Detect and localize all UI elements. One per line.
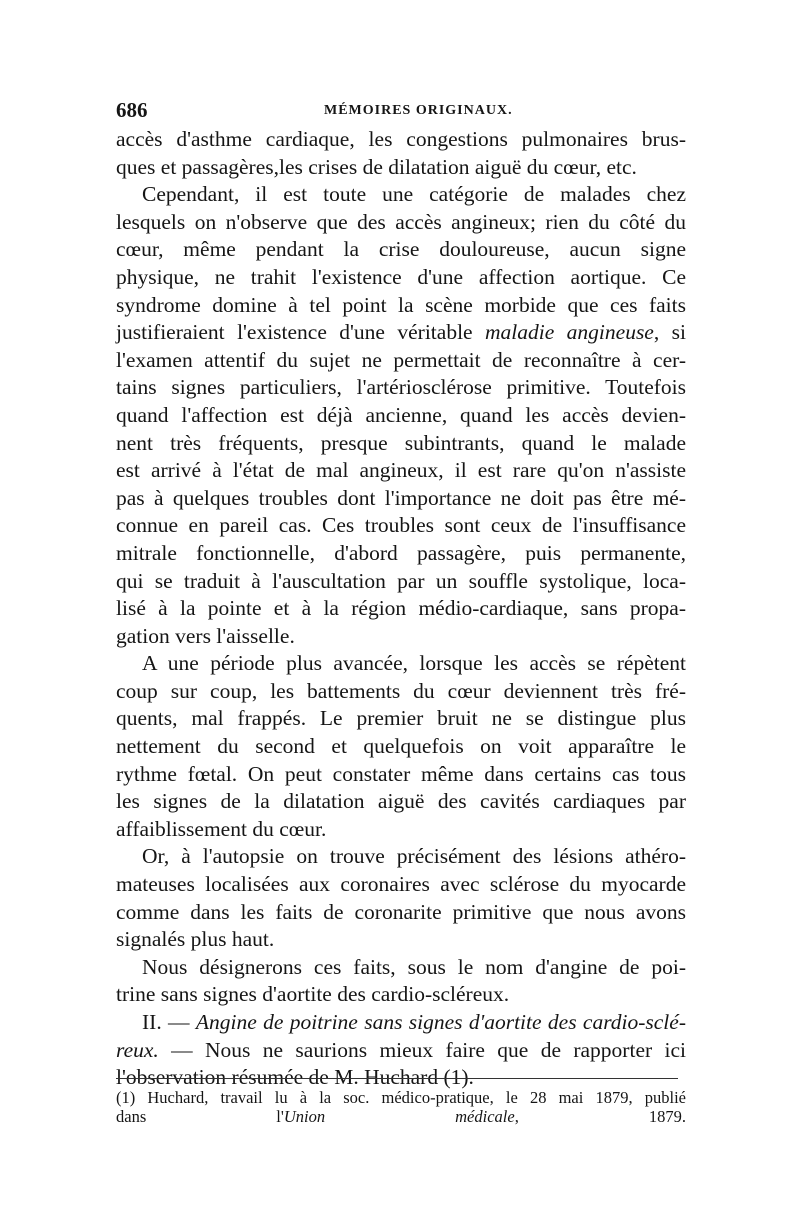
text-line: lisé à la pointe et à la région médio-cardiaque, sans propa- (116, 596, 686, 621)
text-line: A une période plus avancée, lorsque les accès se répètent (142, 651, 686, 676)
page-header (116, 98, 686, 128)
paragraph-2 (116, 181, 686, 650)
text-segment: , 1879. (514, 1107, 686, 1126)
paragraph-6 (116, 1009, 686, 1092)
text-line: comme dans les faits de coronarite primitive que nous avons (116, 899, 686, 924)
paragraph-1 (116, 126, 686, 181)
text-line: mitrale fonctionnelle, d'abord passagère, puis permanente, (116, 540, 686, 565)
text-line: Nous désignerons ces faits, sous le nom d'angine de poi- (142, 954, 686, 979)
text-line: physique, ne trahit l'existence d'une affection aortique. Ce (116, 264, 686, 289)
text-line: gation vers l'aisselle. (116, 623, 295, 648)
text-line: Cependant, il est toute une catégorie de malades chez (142, 182, 686, 207)
text-line: l'observation résumée de M. Huchard (1). (116, 1065, 474, 1090)
text-line: accès d'asthme cardiaque, les congestions pulmonaires brus- (116, 127, 686, 151)
text-line: affaiblissement du cœur. (116, 816, 327, 841)
section-title: reux. (116, 1037, 159, 1062)
text-line: connue en pareil cas. Ces troubles sont ceux de l'insuffisance (116, 513, 686, 538)
text-line: rythme fœtal. On peut constater même dans certains cas tous (116, 761, 686, 786)
text-segment: — Nous ne saurions mieux faire que de rapporter ici (158, 1037, 686, 1062)
text-line: mateuses localisées aux coronaires avec sclérose du myocarde (116, 872, 686, 897)
journal-title: Union médicale (283, 1107, 515, 1126)
footnote-rule (116, 1078, 678, 1079)
section-numeral: II. — (142, 1010, 196, 1034)
italic-term: maladie angineuse (485, 320, 654, 345)
text-line: coup sur coup, les battements du cœur deviennent très fré- (116, 678, 686, 703)
running-head: MÉMOIRES ORIGINAUX. (324, 103, 513, 118)
text-line (116, 1009, 686, 1037)
text-line: nent très fréquents, presque subintrants, quand le malade (116, 430, 686, 455)
text-line: syndrome domine à tel point la scène morbide que ces faits (116, 292, 686, 317)
footnote (116, 1088, 686, 1126)
text-line (116, 1037, 686, 1065)
text-line: quand l'affection est déjà ancienne, quand les accès devien- (116, 402, 686, 427)
text-line: nettement du second et quelquefois on voit apparaître le (116, 734, 686, 759)
text-line: trine sans signes d'aortite des cardio-scléreux. (116, 982, 510, 1007)
text-segment: justifieraient l'existence d'une véritable (116, 320, 485, 345)
text-line: pas à quelques troubles dont l'importance ne doit pas être mé- (116, 485, 686, 510)
text-line: qui se traduit à l'auscultation par un souffle systolique, loca- (116, 568, 686, 593)
text-line: les signes de la dilatation aiguë des cavités cardiaques par (116, 789, 686, 814)
body-text (116, 126, 686, 1092)
paragraph-3 (116, 650, 686, 843)
paragraph-4 (116, 843, 686, 953)
page-number: 686 (116, 98, 148, 122)
paragraph-5 (116, 954, 686, 1009)
text-line: ques et passagères,les crises de dilatation aiguë du cœur, etc. (116, 154, 637, 179)
text-line: lesquels on n'observe que des accès angineux; rien du côté du (116, 209, 686, 234)
text-line: l'examen attentif du sujet ne permettait de reconnaître à cer- (116, 347, 686, 372)
footnote-line (116, 1107, 686, 1126)
text-line (116, 319, 686, 347)
text-line: tains signes particuliers, l'artériosclérose primitive. Toutefois (116, 375, 686, 400)
footnote-line: (1) Huchard, travail lu à la soc. médico-pratique, le 28 mai 1879, publié (116, 1088, 686, 1107)
text-line: signalés plus haut. (116, 927, 275, 952)
section-title: Angine de poitrine sans signes d'aortite des cardio-sclé- (195, 1010, 686, 1034)
text-segment: , si (653, 320, 686, 345)
text-segment: dans l' (116, 1107, 284, 1126)
text-line: Or, à l'autopsie on trouve précisément des lésions athéro- (142, 844, 686, 869)
text-line: est arrivé à l'état de mal angineux, il est rare qu'on n'assiste (116, 458, 686, 483)
text-line: quents, mal frappés. Le premier bruit ne se distingue plus (116, 706, 686, 731)
text-line: cœur, même pendant la crise douloureuse, aucun signe (116, 237, 686, 262)
